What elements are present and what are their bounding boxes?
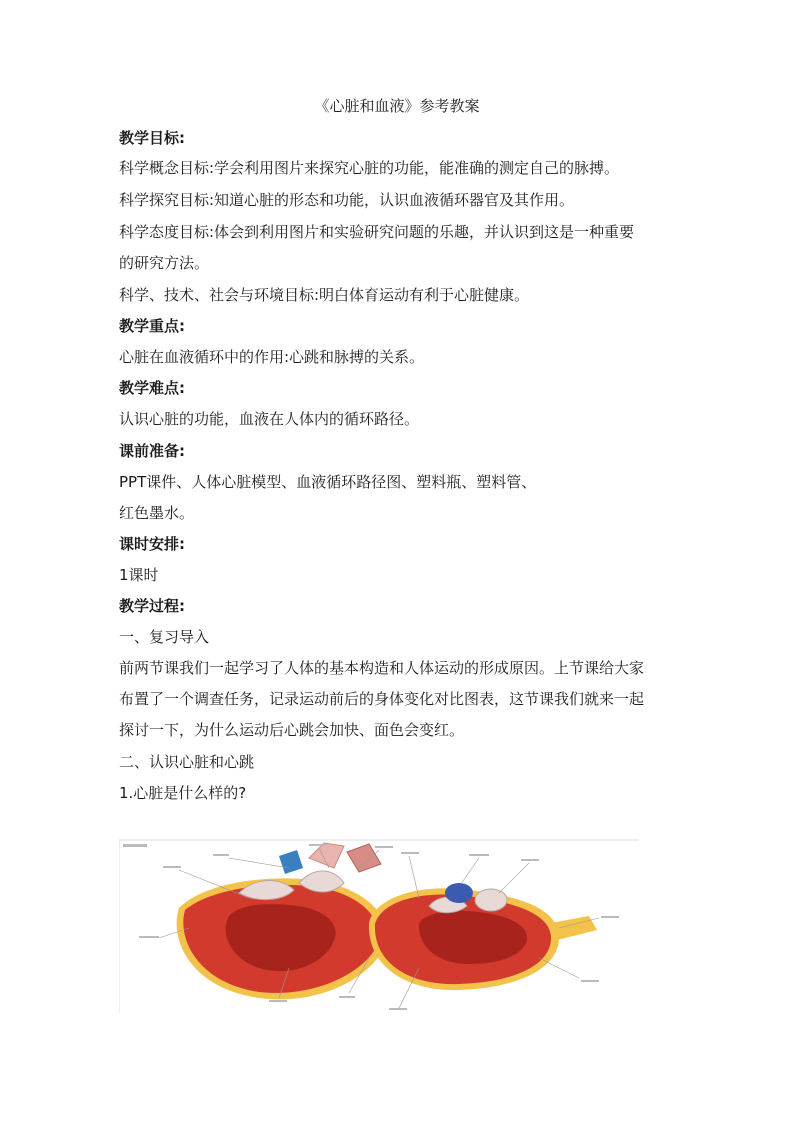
blue-vessel — [445, 883, 473, 903]
objectives-heading: 教学目标: — [119, 129, 185, 147]
preparation-text-cont: 红色墨水。 — [119, 504, 195, 522]
key-points-text: 心脏在血液循环中的作用:心跳和脉搏的关系。 — [119, 348, 425, 366]
objective-inquiry: 科学探究目标:知道心脏的形态和功能，认识血液循环器官及其作用。 — [119, 191, 575, 209]
key-points-heading: 教学重点: — [119, 317, 185, 335]
preparation-text: PPT课件、人体心脏模型、血液循环路径图、塑料瓶、塑料管、 — [119, 473, 537, 491]
schedule-heading: 课时安排: — [119, 535, 185, 553]
document-title: 《心脏和血液》参考教案 — [314, 97, 480, 115]
schedule-text: 1课时 — [119, 566, 159, 584]
objective-attitude: 科学态度目标:体会到利用图片和实验研究问题的乐趣，并认识到这是一种重要 — [119, 223, 635, 241]
objective-concept: 科学概念目标:学会利用图片来探究心脏的功能，能准确的测定自己的脉搏。 — [119, 159, 620, 177]
process-step-1-title: 一、复习导入 — [119, 628, 210, 646]
process-step-1-paragraph-line: 前两节课我们一起学习了人体的基本构造和人体运动的形成原因。上节课给大家 — [119, 659, 645, 677]
heart-cross-section-illustration — [119, 838, 639, 1013]
process-step-2-title: 二、认识心脏和心跳 — [119, 753, 255, 771]
objective-attitude-cont: 的研究方法。 — [119, 254, 210, 272]
preparation-heading: 课前准备: — [119, 442, 185, 460]
process-heading: 教学过程: — [119, 597, 185, 615]
process-step-1-paragraph-line: 布置了一个调查任务，记录运动前后的身体变化对比图表，这节课我们就来一起 — [119, 690, 645, 708]
question-1: 1.心脏是什么样的? — [119, 784, 247, 802]
difficulties-text: 认识心脏的功能，血液在人体内的循环路径。 — [119, 410, 420, 428]
process-step-1-paragraph-line: 探讨一下，为什么运动后心跳会加快、面色会变红。 — [119, 721, 465, 739]
difficulties-heading: 教学难点: — [119, 379, 185, 397]
objective-sts: 科学、技术、社会与环境目标:明白体育运动有利于心脏健康。 — [119, 286, 530, 304]
